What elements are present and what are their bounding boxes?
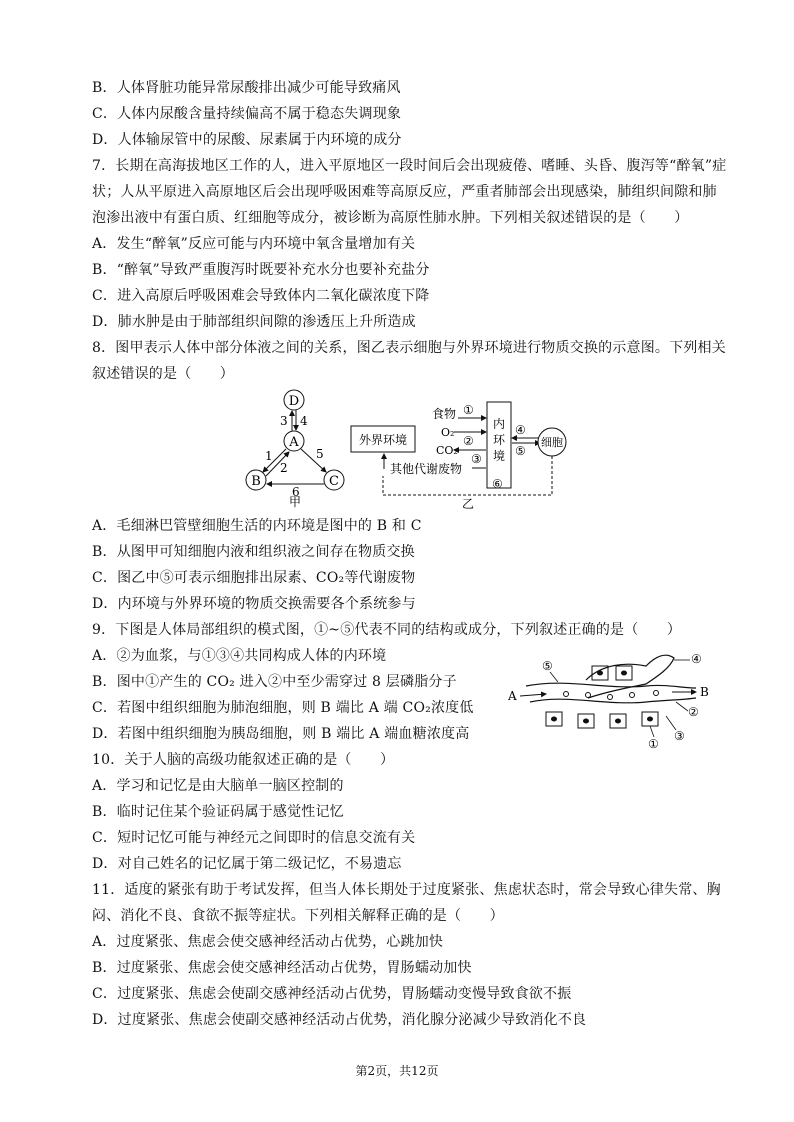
node-b-label: B: [251, 474, 261, 489]
lymph-capillary: [586, 655, 674, 698]
input-co2: CO₂: [436, 444, 458, 457]
leader-1: [650, 726, 654, 737]
inner-env-label: 内环境: [350, 398, 353, 399]
q7-stem-line3: 泡渗出液中有蛋白质、红细胞等成分，被诊断为高原性肺水肿。下列相关叙述错误的是（ ）: [92, 210, 689, 226]
label-b: B: [700, 685, 709, 699]
q10-option-d: D．对自己姓名的记忆属于第二级记忆，不易遗忘: [92, 856, 402, 872]
circled-6: ⑥: [492, 477, 503, 491]
label-5: ⑤: [542, 659, 553, 673]
q11-option-c: C．过度紧张、焦虑会使副交感神经活动占优势，胃肠蠕动变慢导致食欲不振: [92, 986, 572, 1002]
capillary-upper-wall: [526, 683, 696, 688]
tissue-cell-nucleus: [597, 671, 603, 676]
node-d-label: D: [288, 394, 300, 409]
num-2: 2: [280, 461, 288, 475]
label-a: A: [508, 689, 517, 703]
q8-stem-line1: 8．图甲表示人体中部分体液之间的关系，图乙表示细胞与外界环境进行物质交换的示意图。下列相关: [92, 340, 726, 356]
circled-5: ⑤: [515, 444, 526, 458]
q10-option-b: B．临时记住某个验证码属于感觉性记忆: [92, 804, 344, 820]
tissue-cell-nucleus: [615, 719, 621, 724]
figure-jia: [238, 386, 358, 508]
tissue-cell-nucleus: [551, 717, 557, 722]
node-c-label: C: [329, 474, 339, 489]
blood-cell: [608, 695, 613, 700]
inner-env-char1: 内: [492, 417, 506, 431]
figure-yi: [350, 398, 570, 510]
q9-option-d: D．若图中组织细胞为胰岛细胞，则 B 端比 A 端血糖浓度高: [92, 726, 470, 742]
page-footer: 第2页，共12页: [355, 1064, 439, 1078]
blood-cell: [564, 692, 569, 697]
q10-option-c: C．短时记忆可能与神经元之间即时的信息交流有关: [92, 830, 416, 846]
circled-1: ①: [463, 403, 474, 417]
num-1: 1: [265, 449, 273, 463]
q7-option-b: B．“醉氧”导致严重腹泻时既要补充水分也要补充盐分: [92, 262, 430, 278]
caption-jia: 甲: [288, 495, 302, 508]
figure-tissue: [506, 650, 716, 750]
q6-option-c: C．人体内尿酸含量持续偏高不属于稳态失调现象: [92, 106, 402, 122]
q11-stem-line2: 闷、消化不良、食欲不振等症状。下列相关解释正确的是（ ）: [92, 908, 504, 924]
q11-stem-line1: 11．适度的紧张有助于考试发挥，但当人体长期处于过度紧张、焦虑状态时，常会导致心律失常、胸: [92, 882, 721, 898]
num-3: 3: [280, 414, 288, 428]
circled-2: ②: [463, 434, 474, 448]
q9-option-a: A．②为血浆，与①③④共同构成人体的内环境: [92, 648, 387, 664]
q7-stem-line1: 7．长期在高海拔地区工作的人，进入平原地区一段时间后会出现疲倦、嗜睡、头昏、腹泻等“醉氧”症: [92, 158, 727, 174]
q8-option-c: C．图乙中⑤可表示细胞排出尿素、CO₂等代谢废物: [92, 570, 416, 586]
circled-3: ③: [471, 452, 482, 466]
blood-cell: [654, 691, 659, 696]
label-1: ①: [648, 737, 659, 750]
q6-option-d: D．人体输尿管中的尿酸、尿素属于内环境的成分: [92, 132, 402, 148]
leader-5: [550, 672, 558, 682]
q8-option-d: D．内环境与外界环境的物质交换需要各个系统参与: [92, 596, 416, 612]
q9-option-c: C．若图中组织细胞为肺泡细胞，则 B 端比 A 端 CO₂浓度低: [92, 700, 474, 716]
q9-stem: 9．下图是人体局部组织的模式图，①~⑤代表不同的结构或成分，下列叙述正确的是（ ）: [92, 622, 682, 638]
blood-cell: [630, 693, 635, 698]
capillary-lower-wall: [530, 698, 696, 703]
input-o2: O₂: [441, 426, 455, 439]
blood-cell: [586, 693, 591, 698]
tissue-cell-nucleus: [621, 671, 627, 676]
q8-stem-line2: 叙述错误的是（ ）: [92, 366, 234, 382]
q7-option-d: D．肺水肿是由于肺部组织间隙的渗透压上升所造成: [92, 314, 416, 330]
q10-option-a: A．学习和记忆是由大脑单一脑区控制的: [92, 778, 344, 794]
inner-env-char3: 境: [492, 449, 506, 463]
leader-3: [666, 716, 676, 730]
input-food: 食物: [432, 407, 457, 421]
flow-arrow-a: [520, 694, 546, 696]
q8-option-a: A．毛细淋巴管壁细胞生活的内环境是图中的 B 和 C: [92, 518, 422, 534]
q7-stem-line2: 状；人从平原进入高原地区后会出现呼吸困难等高原反应，严重者肺部会出现感染，肺组织间隙和肺: [92, 184, 717, 200]
num-4: 4: [300, 414, 308, 428]
tissue-cell-nucleus: [647, 717, 653, 722]
inner-env-char2: 环: [492, 433, 506, 447]
num-6: 6: [292, 485, 300, 499]
q7-option-a: A．发生“醉氧”反应可能与内环境中氧含量增加有关: [92, 236, 416, 252]
q11-option-b: B．过度紧张、焦虑会使交感神经活动占优势，胃肠蠕动加快: [92, 960, 472, 976]
outer-environment-label: 外界环境: [358, 433, 408, 447]
cell-label: 细胞: [541, 436, 563, 449]
label-3: ③: [674, 729, 685, 743]
q11-option-d: D．过度紧张、焦虑会使副交感神经活动占优势，消化腺分泌减少导致消化不良: [92, 1012, 587, 1028]
num-5: 5: [316, 447, 324, 461]
label-2: ②: [688, 705, 699, 719]
node-a-label: A: [289, 435, 299, 450]
q6-option-b: B．人体肾脏功能异常尿酸排出减少可能导致痛风: [92, 80, 401, 96]
caption-yi: 乙: [461, 497, 475, 510]
tissue-cell-nucleus: [583, 719, 589, 724]
other-waste-label: 其他代谢废物: [390, 462, 463, 476]
label-4: ④: [691, 652, 702, 666]
q8-option-b: B．从图甲可知细胞内液和组织液之间存在物质交换: [92, 544, 415, 560]
circled-4: ④: [515, 423, 526, 437]
q10-stem: 10．关于人脑的高级功能叙述正确的是（ ）: [92, 752, 395, 768]
q9-option-b: B．图中①产生的 CO₂ 进入②中至少需穿过 8 层磷脂分子: [92, 674, 457, 690]
leader-2: [676, 702, 688, 711]
q11-option-a: A．过度紧张、焦虑会使交感神经活动占优势，心跳加快: [92, 934, 444, 950]
q7-option-c: C．进入高原后呼吸困难会导致体内二氧化碳浓度下降: [92, 288, 430, 304]
